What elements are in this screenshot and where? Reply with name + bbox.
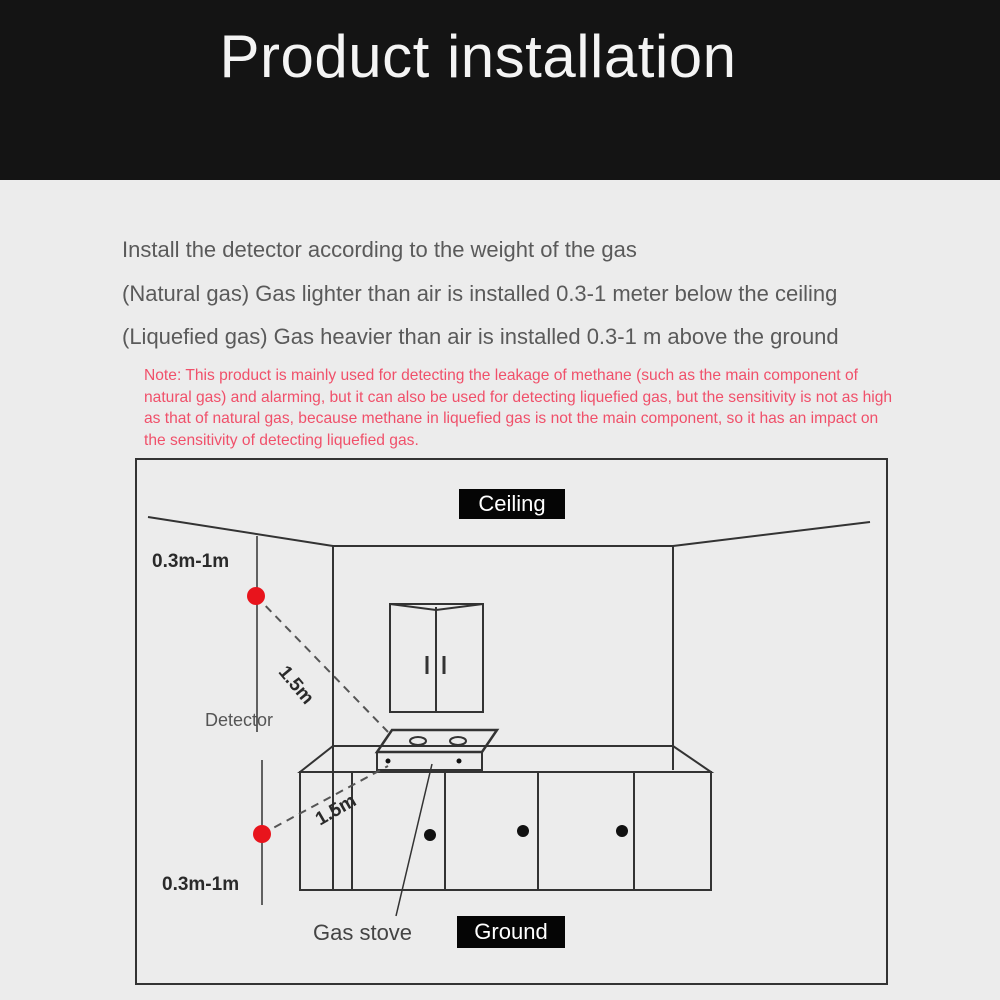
bottom-distance-label: 0.3m-1m (162, 874, 240, 895)
cabinet-knob-1 (424, 829, 436, 841)
detector-dot-top (247, 587, 265, 605)
top-diagonal-label: 1.5m (273, 662, 318, 709)
stove-knob-left (386, 759, 391, 764)
diagonal-top (256, 596, 388, 732)
top-distance-label: 0.3m-1m (152, 551, 230, 572)
gas-stove-label: Gas stove (313, 920, 413, 945)
base-cabinets (300, 772, 711, 890)
ceiling-left-edge (148, 517, 333, 546)
ceiling-label: Ceiling (459, 489, 565, 519)
stove-knob-right (457, 759, 462, 764)
cabinet-knob-3 (616, 825, 628, 837)
stove-pointer (396, 764, 432, 916)
back-wall (333, 546, 673, 746)
cabinet-knob-2 (517, 825, 529, 837)
note-text: Note: This product is mainly used for detecting the leakage of methane (such as the main component of natural gas) and alarming, but it can also be used for detecting liquefied gas, but the sensitivity is not as high as that of natural gas, because methane in liquefied gas is not the main component, so it has an impact on the sensitivity of detecting liquefied gas. (144, 367, 893, 449)
ceiling-right-edge (673, 522, 870, 546)
stove-top (377, 730, 497, 752)
instruction-line-1: Install the detector according to the weight of the gas (122, 237, 637, 262)
instruction-line-3: (Liquefied gas) Gas heavier than air is installed 0.3-1 m above the ground (122, 324, 839, 349)
burner-left (410, 737, 426, 745)
bottom-diagonal-label: 1.5m (312, 790, 361, 831)
burner-right (450, 737, 466, 745)
page-title: Product installation (219, 23, 737, 90)
counter-top (300, 746, 711, 772)
detector-dot-bottom (253, 825, 271, 843)
detector-label: Detector (205, 710, 274, 730)
stove-front (377, 752, 482, 770)
ground-label: Ground (457, 916, 565, 948)
instruction-line-2: (Natural gas) Gas lighter than air is installed 0.3-1 meter below the ceiling (122, 281, 838, 306)
